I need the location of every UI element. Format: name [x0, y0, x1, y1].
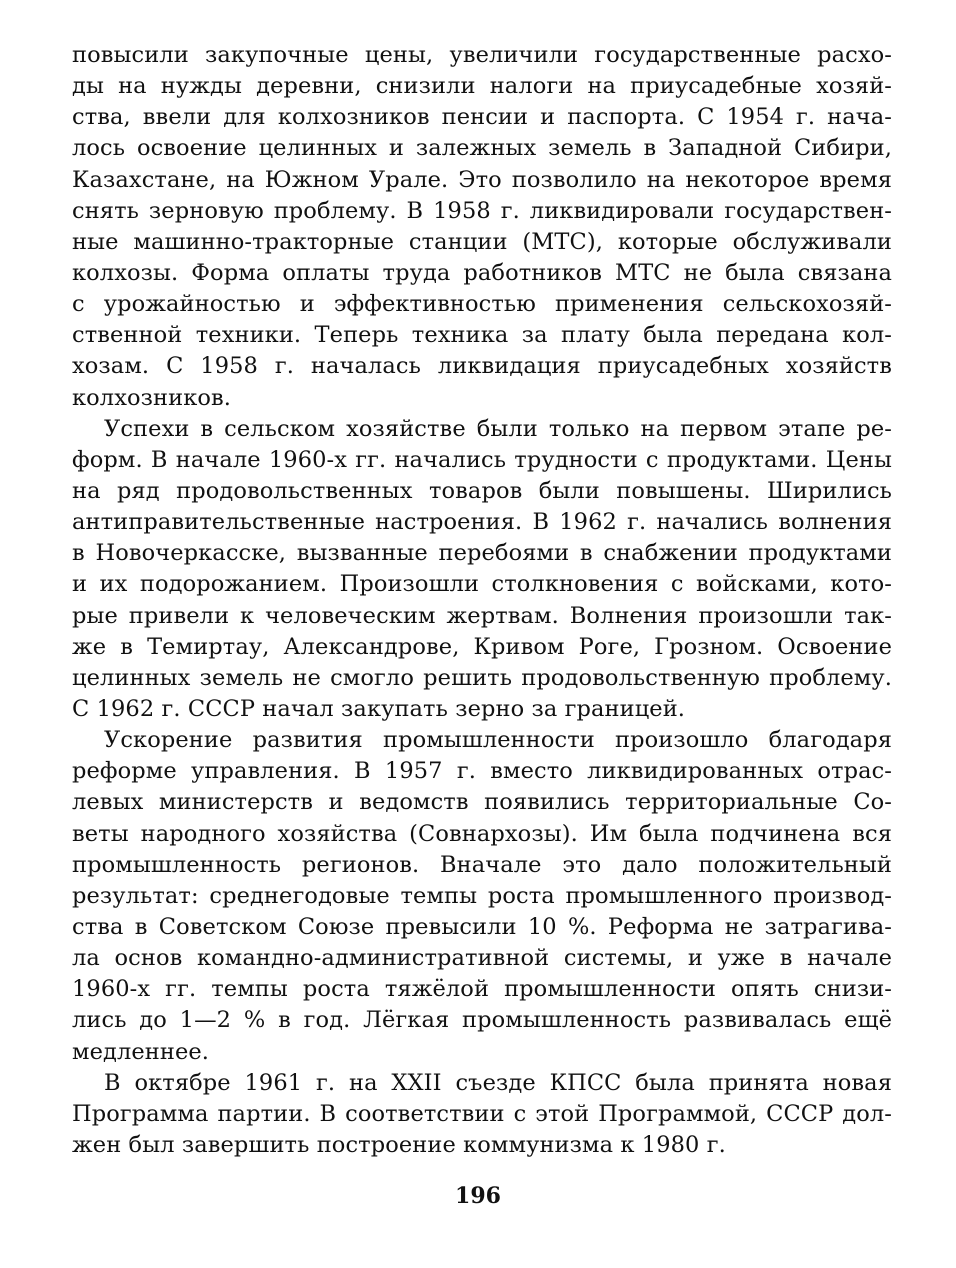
- text-line: медленнее.: [72, 1038, 210, 1065]
- text-line: ственной техники. Теперь техника за плату была передана кол-: [72, 322, 892, 349]
- text-line: промышленность регионов. Вначале это дало положительный: [72, 851, 892, 878]
- text-line: ства, ввели для колхозников пенсии и паспорта. С 1954 г. нача-: [72, 104, 892, 131]
- text-line: форм. В начале 1960-х гг. начались трудности с продуктами. Цены: [72, 446, 892, 473]
- text-line: целинных земель не смогло решить продовольственную проблему.: [72, 664, 892, 691]
- text-line: Программа партии. В соответствии с этой Программой, СССР дол-: [72, 1100, 892, 1127]
- text-line: колхозников.: [72, 384, 232, 411]
- text-line: В октябре 1961 г. на XXII съезде КПСС была принята новая: [104, 1069, 892, 1096]
- text-line: Успехи в сельском хозяйстве были только на первом этапе ре-: [104, 415, 892, 442]
- text-line: Казахстане, на Южном Урале. Это позволило на некоторое время: [72, 166, 892, 193]
- text-line: левых министерств и ведомств появились территориальные Со-: [72, 789, 892, 816]
- text-line: веты народного хозяйства (Совнархозы). Им была подчинена вся: [72, 820, 892, 847]
- text-line: колхозы. Форма оплаты труда работников МТС не была связана: [72, 259, 892, 286]
- text-line: лось освоение целинных и залежных земель в Западной Сибири,: [72, 135, 892, 162]
- text-line: и их подорожанием. Произошли столкновения с войсками, кото-: [72, 571, 892, 598]
- body-text: [72, 40, 892, 1161]
- text-line: ды на нужды деревни, снизили налоги на приусадебные хозяй-: [72, 73, 892, 100]
- text-line: повысили закупочные цены, увеличили государственные расхо-: [72, 42, 892, 68]
- text-line: С 1962 г. СССР начал закупать зерно за границей.: [72, 695, 686, 722]
- text-line: антиправительственные настроения. В 1962 г. начались волнения: [72, 509, 892, 536]
- text-line: лись до 1—2 % в год. Лёгкая промышленность развивалась ещё: [72, 1007, 892, 1034]
- text-line: в Новочеркасске, вызванные перебоями в снабжении продуктами: [72, 540, 892, 567]
- text-line: ные машинно-тракторные станции (МТС), которые обслуживали: [72, 228, 892, 255]
- text-line: 1960-х гг. темпы роста тяжёлой промышленности опять снизи-: [72, 976, 892, 1003]
- text-line: хозам. С 1958 г. началась ликвидация приусадебных хозяйств: [72, 353, 892, 380]
- text-line: с урожайностью и эффективностью применения сельскохозяй-: [72, 291, 892, 318]
- text-line: Ускорение развития промышленности произошло благодаря: [104, 727, 892, 754]
- text-line: реформе управления. В 1957 г. вместо ликвидированных отрас-: [72, 758, 892, 785]
- text-line: снять зерновую проблему. В 1958 г. ликвидировали государствен-: [72, 197, 892, 224]
- text-line: рые привели к человеческим жертвам. Волнения произошли так-: [72, 602, 892, 629]
- text-line: ла основ командно-административной системы, и уже в начале: [72, 945, 892, 972]
- text-line: же в Темиртау, Александрове, Кривом Роге, Грозном. Освоение: [72, 633, 892, 660]
- text-line: результат: среднегодовые темпы роста промышленного производ-: [72, 882, 892, 909]
- text-line: ства в Советском Союзе превысили 10 %. Реформа не затрагива-: [72, 913, 892, 940]
- page-number: 196: [455, 1183, 501, 1209]
- text-line: на ряд продовольственных товаров были повышены. Ширились: [72, 477, 892, 504]
- text-line: жен был завершить построение коммунизма к 1980 г.: [72, 1131, 726, 1158]
